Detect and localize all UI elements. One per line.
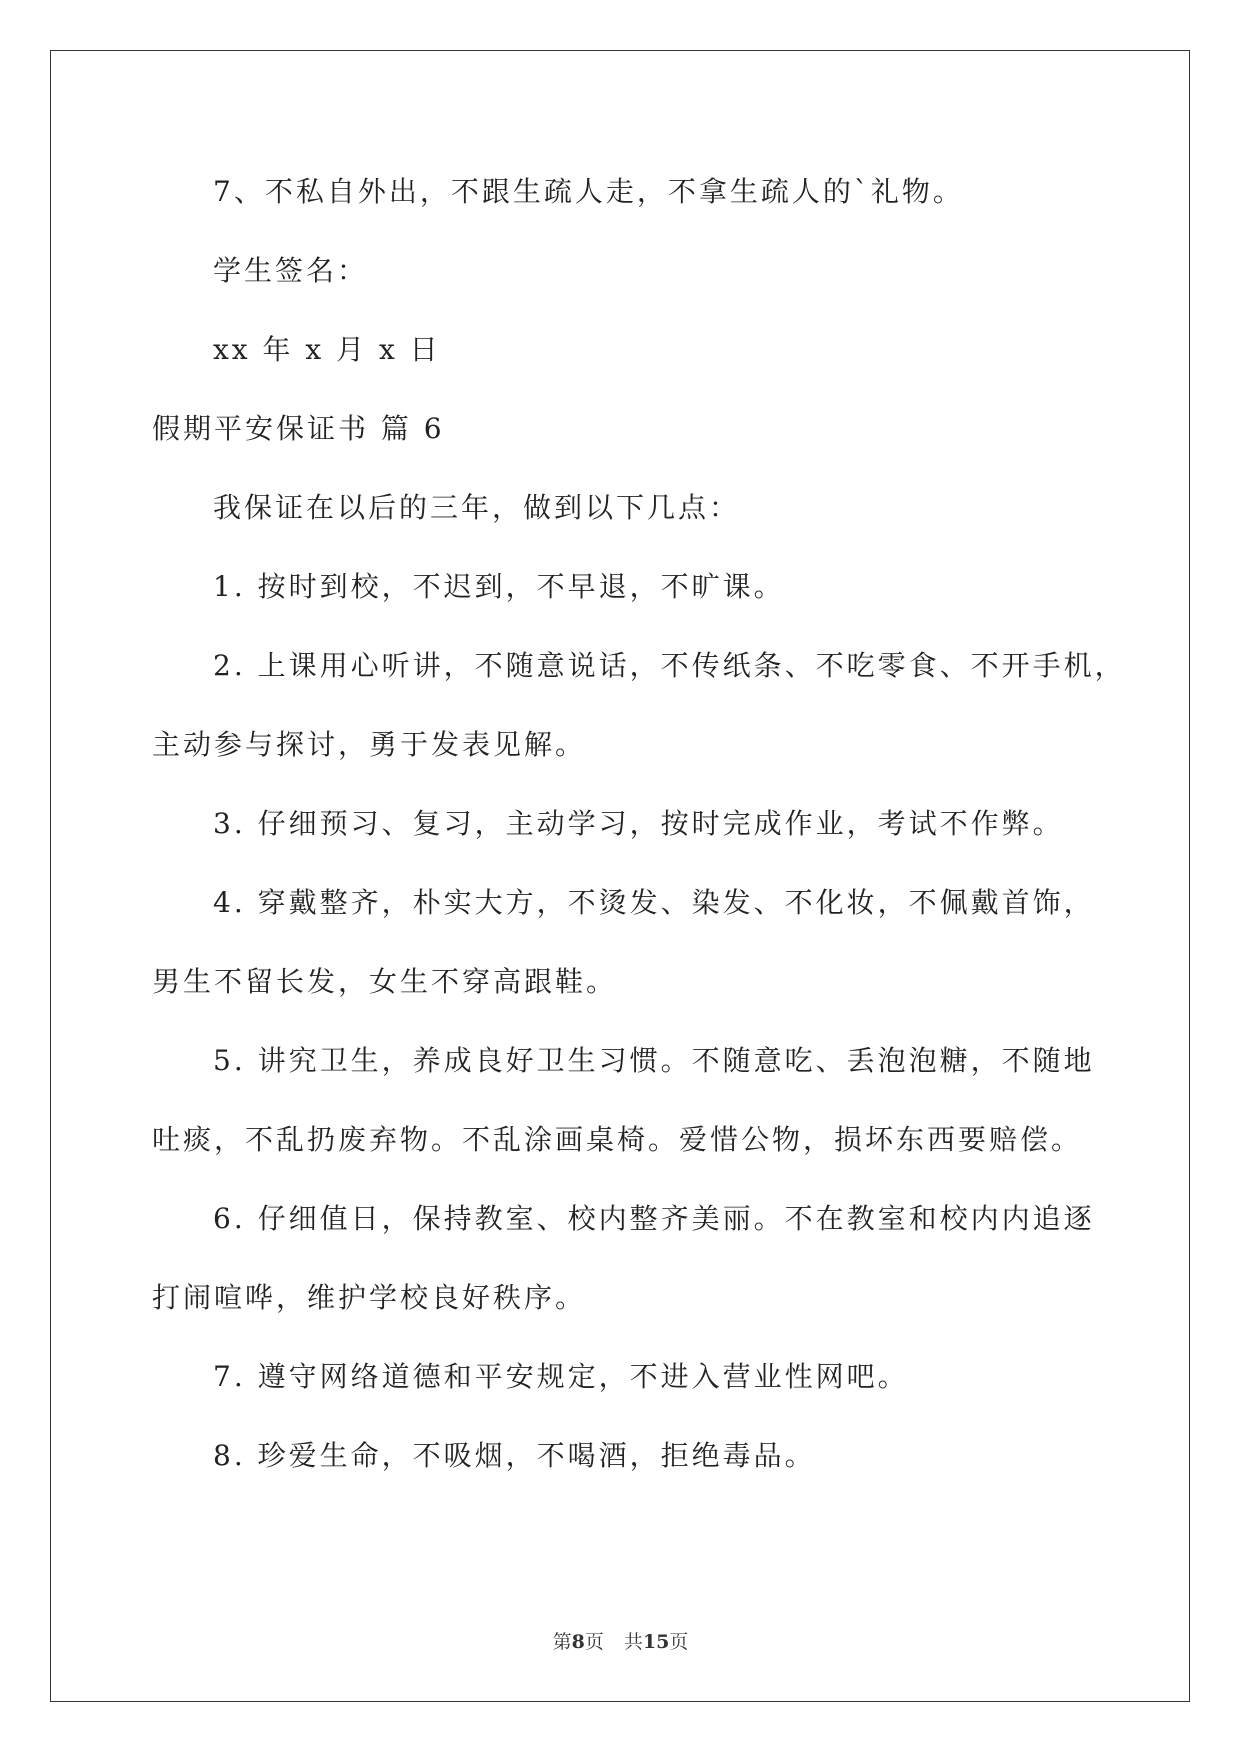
list-item-continuation: 吐痰，不乱扔废弃物。不乱涂画桌椅。爱惜公物，损坏东西要赔偿。 [152,1123,1083,1156]
page-number: 8 [571,1631,585,1653]
list-item-continuation: 主动参与探讨，勇于发表见解。 [152,728,587,761]
list-item-continuation: 打闹喧哗，维护学校良好秩序。 [152,1281,587,1314]
body-line: 学生签名： [213,254,369,287]
page-number-prefix: 第 [552,1631,572,1653]
list-item: 4. 穿戴整齐，朴实大方，不烫发、染发、不化妆，不佩戴首饰， [213,886,1095,919]
list-item: 2. 上课用心听讲，不随意说话，不传纸条、不吃零食、不开手机， [213,649,1126,682]
page-total-suffix: 页 [669,1631,689,1653]
list-item: 5. 讲究卫生，养成良好卫生习惯。不随意吃、丢泡泡糖，不随地 [213,1044,1095,1077]
page-total-prefix: 共 [623,1631,643,1653]
list-item: 6. 仔细值日，保持教室、校内整齐美丽。不在教室和校内内追逐 [213,1202,1095,1235]
body-line: 我保证在以后的三年，做到以下几点： [213,491,741,524]
list-item: 1. 按时到校，不迟到，不早退，不旷课。 [213,570,785,603]
list-item: 7. 遵守网络道德和平安规定，不进入营业性网吧。 [213,1360,909,1393]
page-footer [0,1630,1241,1654]
list-item: 8. 珍爱生命，不吸烟，不喝酒，拒绝毒品。 [213,1439,816,1472]
body-line: 7、不私自外出，不跟生疏人走，不拿生疏人的`礼物。 [213,175,964,208]
section-heading: 假期平安保证书 篇 6 [152,412,445,445]
body-line: xx 年 x 月 x 日 [213,333,441,366]
list-item: 3. 仔细预习、复习，主动学习，按时完成作业，考试不作弊。 [213,807,1064,840]
page-total: 15 [642,1631,670,1653]
list-item-continuation: 男生不留长发，女生不穿高跟鞋。 [152,965,618,998]
page-number-suffix: 页 [584,1631,604,1653]
